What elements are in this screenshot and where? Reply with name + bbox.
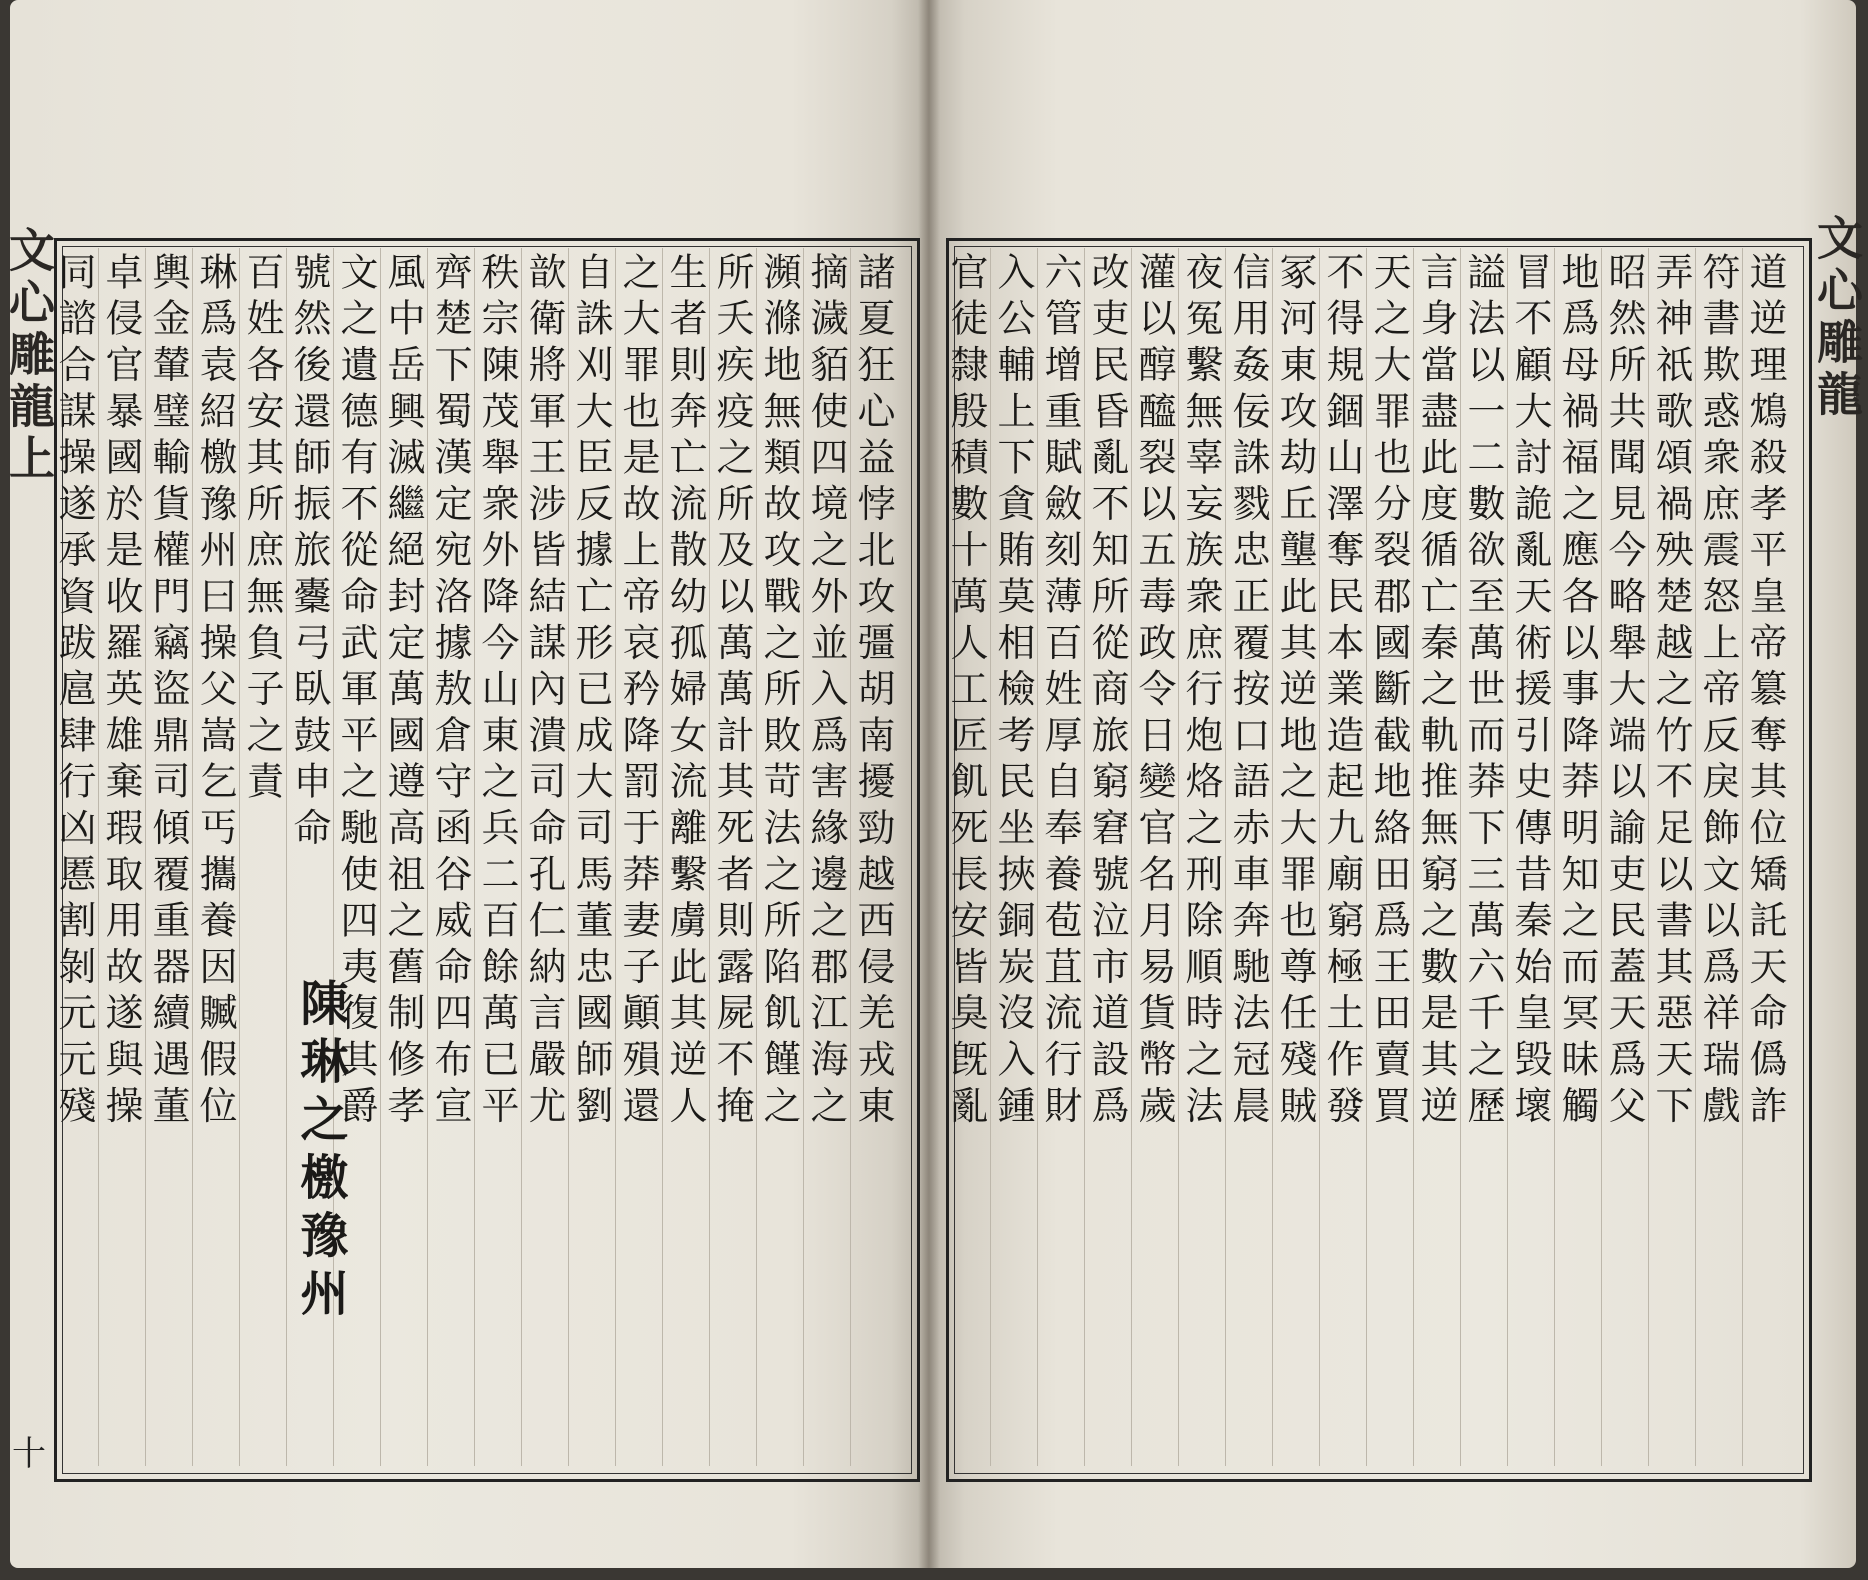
left-column-8: 歆衛將軍王涉皆結謀內潰司命孔仁納言嚴尤: [522, 252, 566, 1132]
right-column-rule: [1601, 248, 1602, 1466]
right-column-1: 道逆理鴆殺孝平皇帝簒奪其位矯託天命僞詐: [1743, 252, 1787, 1132]
left-column-rule: [192, 248, 193, 1466]
left-column-rule: [615, 248, 616, 1466]
left-column-11: 風中岳興滅繼絕封定萬國遵高祖之舊制修孝: [381, 252, 425, 1132]
left-title-column: 陳琳之檄豫州: [292, 978, 348, 1326]
left-column-4: 所夭疾疫之所及以萬萬計其死者則露屍不掩: [710, 252, 754, 1132]
left-column-rule: [239, 248, 240, 1466]
right-column-rule: [990, 248, 991, 1466]
right-column-5: 地爲母禍福之應各以事降莽明知之而冥昧觸: [1555, 252, 1599, 1132]
left-column-9: 秩宗陳茂舉衆外降今山東之兵二百餘萬已平: [475, 252, 519, 1132]
right-column-12: 信用姦佞誅戮忠正覆按口語赤車奔馳法冠晨: [1226, 252, 1270, 1132]
right-column-rule: [1554, 248, 1555, 1466]
left-column-rule: [850, 248, 851, 1466]
left-column-14: 百姓各安其所庶無負子之責: [240, 252, 284, 808]
right-column-15: 改吏民昏亂不知所從商旅窮窘號泣市道設爲: [1085, 252, 1129, 1132]
right-column-rule: [1084, 248, 1085, 1466]
left-column-16: 輿金輦璧輸貨權門竊盜鼎司傾覆重器續遇董: [146, 252, 190, 1132]
left-column-18: 同諮合謀操遂承資跋扈肆行凶慝割剝元元殘: [52, 252, 96, 1132]
left-column-rule: [709, 248, 710, 1466]
left-column-rule: [145, 248, 146, 1466]
left-column-rule: [803, 248, 804, 1466]
left-column-1: 諸夏狂心益悖北攻彊胡南擾勁越西侵羌戎東: [851, 252, 895, 1132]
right-column-rule: [1272, 248, 1273, 1466]
left-column-17: 卓侵官暴國於是收羅英雄棄瑕取用故遂與操: [99, 252, 143, 1132]
left-column-rule: [427, 248, 428, 1466]
left-column-rule: [521, 248, 522, 1466]
left-column-rule: [98, 248, 99, 1466]
right-column-rule: [1037, 248, 1038, 1466]
right-column-17: 入公輔上下貪賄莫相檢考民坐挾銅炭沒入鍾: [991, 252, 1035, 1132]
right-column-7: 謚法以一二數欲至萬世而莽下三萬六千之歷: [1461, 252, 1505, 1132]
right-column-rule: [1178, 248, 1179, 1466]
folio-number: 十: [12, 1434, 46, 1474]
right-column-16: 六管增重賦斂刻薄百姓厚自奉養苞苴流行財: [1038, 252, 1082, 1132]
right-column-10: 不得規錮山澤奪民本業造起九廟窮極土作發: [1320, 252, 1364, 1132]
right-column-4: 昭然所共聞見今略舉大端以諭吏民蓋天爲父: [1602, 252, 1646, 1132]
left-column-rule: [568, 248, 569, 1466]
left-column-13: 號然後還師振旅櫜弓臥鼓申命: [287, 252, 331, 854]
left-column-rule: [662, 248, 663, 1466]
left-column-rule: [756, 248, 757, 1466]
right-column-rule: [1131, 248, 1132, 1466]
book-gutter: [918, 0, 940, 1568]
right-column-3: 弄神祇歌頌禍殃楚越之竹不足以書其惡天下: [1649, 252, 1693, 1132]
right-column-rule: [1460, 248, 1461, 1466]
left-column-rule: [380, 248, 381, 1466]
left-column-5: 生者則奔亡流散幼孤婦女流離繫虜此其逆人: [663, 252, 707, 1132]
edge-title-right: 文心雕龍: [1810, 214, 1864, 422]
left-column-7: 自誅刈大臣反據亡形已成大司馬董忠國師劉: [569, 252, 613, 1132]
right-column-9: 天之大罪也分裂郡國斷截地絡田爲王田賣買: [1367, 252, 1411, 1132]
right-column-2: 符書欺惑衆庶震怒上帝反戾飾文以爲祥瑞戲: [1696, 252, 1740, 1132]
right-column-11: 冢河東攻劫丘壟此其逆地之大罪也尊任殘賊: [1273, 252, 1317, 1132]
left-column-3: 瀕滌地無類故攻戰之所敗苛法之所陷飢饉之: [757, 252, 801, 1132]
right-column-6: 冒不顧大討詭亂天術援引史傳昔秦始皇毁壞: [1508, 252, 1552, 1132]
left-column-10: 齊楚下蜀漢定宛洛據敖倉守函谷威命四布宣: [428, 252, 472, 1132]
left-column-12: 文之遺德有不從命武軍平之馳使四夷復其爵: [334, 252, 378, 1132]
left-column-rule: [286, 248, 287, 1466]
edge-title-left: 文心雕龍上: [2, 226, 56, 486]
right-column-rule: [1742, 248, 1743, 1466]
right-column-rule: [1366, 248, 1367, 1466]
left-column-6: 之大罪也是故上帝哀矜降罰于莽妻子顚殞還: [616, 252, 660, 1132]
right-column-rule: [1695, 248, 1696, 1466]
right-column-rule: [1507, 248, 1508, 1466]
right-column-14: 灌以醇醯裂以五毒政令日變官名月易貨幣歲: [1132, 252, 1176, 1132]
left-column-15: 琳爲袁紹檄豫州曰操父嵩乞丐攜養因贓假位: [193, 252, 237, 1132]
right-column-18: 官徒隸殷積數十萬人工匠飢死長安皆臭旣亂: [944, 252, 988, 1132]
left-column-rule: [474, 248, 475, 1466]
left-column-2: 摘濊貊使四境之外並入爲害緣邊之郡江海之: [804, 252, 848, 1132]
right-column-rule: [1319, 248, 1320, 1466]
right-column-rule: [1225, 248, 1226, 1466]
right-column-13: 夜冤繫無辜妄族衆庶行炮烙之刑除順時之法: [1179, 252, 1223, 1132]
right-column-8: 言身當盡此度循亡秦之軌推無窮之數是其逆: [1414, 252, 1458, 1132]
right-column-rule: [1648, 248, 1649, 1466]
right-column-rule: [1413, 248, 1414, 1466]
